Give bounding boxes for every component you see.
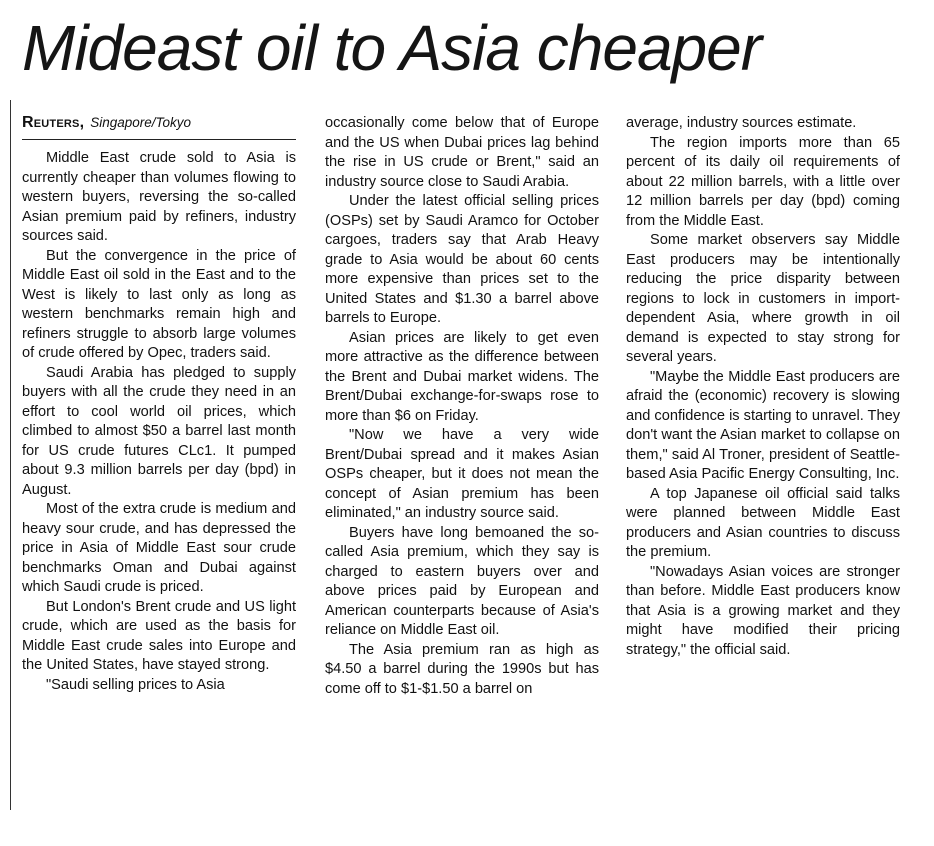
paragraph: Some market observers say Middle East producers may be intentionally reducing the price disparity between regions to lock in customers in import-dependent Asia, where growth in oil demand is expected to stay strong for several years. [626, 232, 900, 365]
article-column-3 [626, 114, 900, 660]
paragraph: "Now we have a very wide Brent/Dubai spread and it makes Asian OSPs cheaper, but it does not mean the concept of Asian premium has been eliminated," an industry source said. [325, 427, 599, 521]
byline-agency: Reuters, [22, 114, 85, 131]
paragraph: "Nowadays Asian voices are stronger than before. Middle East producers know that Asia is a growing market and they might have modified their pricing strategy," the official said. [626, 563, 900, 658]
paragraph: The region imports more than 65 percent of its daily oil requirements of about 22 million barrels, with a little over 12 million barrels per day (bpd) coming from the Middle East. [626, 134, 900, 229]
paragraph: A top Japanese oil official said talks were planned between Middle East producers and Asian countries to discuss the premium. [626, 485, 900, 560]
paragraph: Middle East crude sold to Asia is currently cheaper than volumes flowing to western buyers, reversing the so-called Asian premium paid by refiners, industry sources said. [22, 150, 296, 244]
paragraph: Buyers have long bemoaned the so-called Asia premium, which they say is charged to eastern buyers over and above prices paid by European and American counterparts because of Asia's reliance on Middle East oil. [325, 524, 599, 638]
article-column-1 [22, 112, 296, 695]
byline-dateline: Singapore/Tokyo [90, 115, 192, 130]
paragraph: But the convergence in the price of Middle East oil sold in the East and to the West is likely to last only as long as western benchmarks remain high and refiners struggle to absorb large volumes of crude offered by Opec, traders said. [22, 247, 296, 361]
column-rule [10, 100, 11, 810]
paragraph: Under the latest official selling prices (OSPs) set by Saudi Aramco for October cargoes, traders say that Arab Heavy grade to Asia would be about 60 cents more expensive than prices set to the United States and $1.30 a barrel above barrels to Europe. [325, 193, 599, 326]
article-column-2 [325, 114, 599, 699]
paragraph: But London's Brent crude and US light crude, which are used as the basis for Middle East crude sales into Europe and the United States, have stayed strong. [22, 598, 296, 673]
paragraph: The Asia premium ran as high as $4.50 a barrel during the 1990s but has come off to $1-$1.50 a barrel on [325, 641, 599, 697]
paragraph: Saudi Arabia has pledged to supply buyers with all the crude they need in an effort to cool world oil prices, which climbed to almost $50 a barrel last month for US crude futures CLc1. It pumped about 9.3 million barrels per day (bpd) in August. [22, 364, 296, 498]
headline: Mideast oil to Asia cheaper [22, 12, 762, 84]
paragraph: Asian prices are likely to get even more attractive as the difference between the Brent and Dubai market widens. The Brent/Dubai exchange-for-swaps rose to more than $6 on Friday. [325, 329, 599, 424]
paragraph: "Maybe the Middle East producers are afraid the (economic) recovery is slowing and confidence is starting to unravel. They don't want the Asian market to collapse on them," said Al Troner, president of Seattle-based Asia Pacific Energy Consulting, Inc. [626, 368, 900, 482]
paragraph: occasionally come below that of Europe and the US when Dubai prices lag behind the rise in US crude or Brent," said an industry source close to Saudi Arabia. [325, 115, 599, 190]
paragraph: "Saudi selling prices to Asia [46, 676, 225, 693]
paragraph: average, industry sources estimate. [626, 115, 857, 131]
byline [22, 112, 296, 140]
paragraph: Most of the extra crude is medium and heavy sour crude, and has depressed the price in Asia of Middle East sour crude benchmarks Oman and Dubai against which Saudi crude is priced. [22, 501, 296, 595]
